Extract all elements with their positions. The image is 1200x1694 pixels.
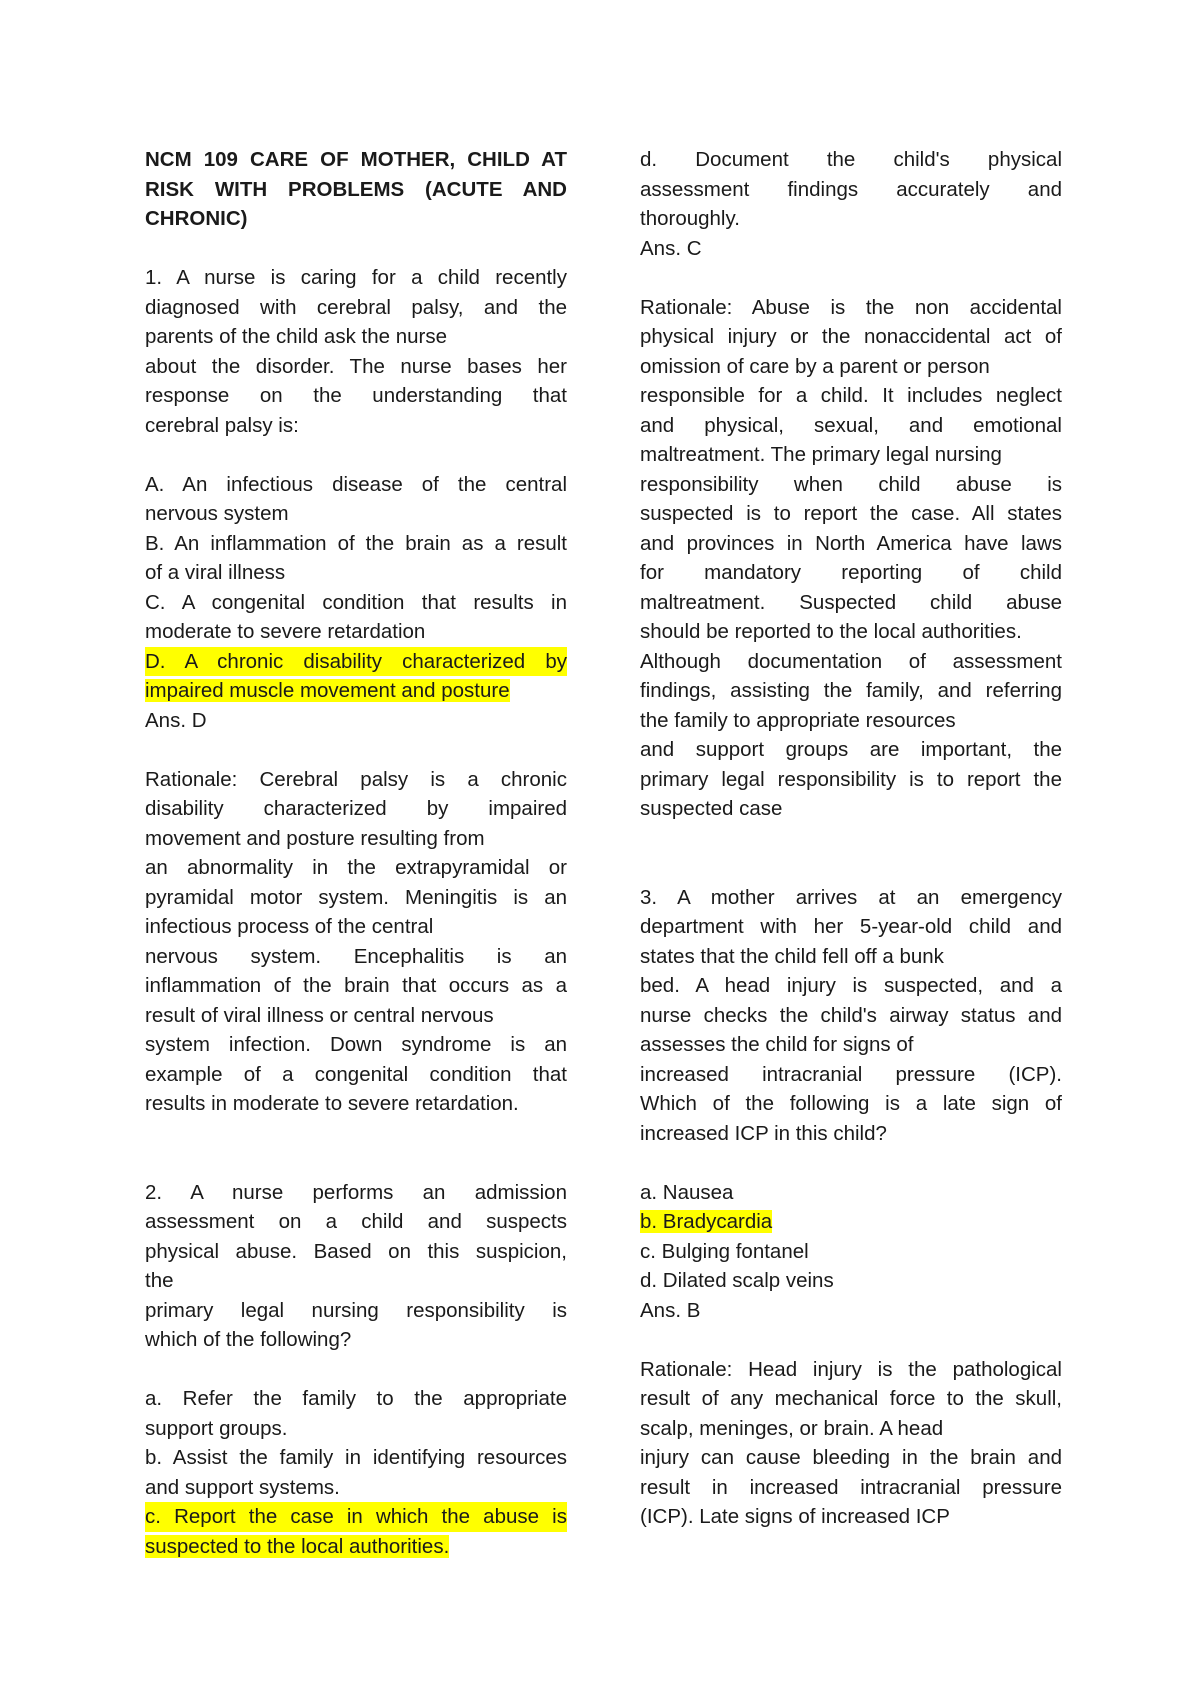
rationale-line: infectious process of the central bbox=[145, 915, 434, 938]
rationale-line: Rationale: Head injury is the pathological bbox=[640, 1357, 1062, 1381]
rationale-line: should be reported to the local authorities. bbox=[640, 620, 1022, 643]
rationale-line: an abnormality in the extrapyramidal or bbox=[145, 856, 567, 879]
question-2-rationale bbox=[640, 293, 1062, 824]
rationale-line: primary legal responsibility is to report the bbox=[640, 767, 1062, 791]
option-line: a. Refer the family to the appropriate bbox=[145, 1387, 567, 1410]
correct-option-highlight: D. A chronic disability characterized by bbox=[145, 647, 567, 677]
stem-line: nurse checks the child's airway status and bbox=[640, 1003, 1062, 1027]
option-line: d. Document the child's physical bbox=[640, 148, 1062, 171]
question-1-stem bbox=[145, 263, 567, 440]
rationale-line: and physical, sexual, and emotional bbox=[640, 413, 1062, 437]
stem-line: 1. A nurse is caring for a child recently bbox=[145, 266, 567, 289]
option-line: support groups. bbox=[145, 1416, 288, 1440]
option-line: C. A congenital condition that results in bbox=[145, 590, 567, 614]
option-line: B. An inflammation of the brain as a result bbox=[145, 531, 567, 555]
stem-line: cerebral palsy is: bbox=[145, 413, 299, 437]
rationale-line: result of viral illness or central nervous bbox=[145, 1003, 494, 1027]
stem-line: assessment on a child and suspects bbox=[145, 1210, 567, 1233]
rationale-line: (ICP). Late signs of increased ICP bbox=[640, 1505, 950, 1528]
question-3-rationale bbox=[640, 1355, 1062, 1532]
title-line: RISK WITH PROBLEMS (ACUTE AND bbox=[145, 177, 567, 201]
correct-option-highlight: b. Bradycardia bbox=[640, 1210, 773, 1233]
option-line: c. Bulging fontanel bbox=[640, 1239, 809, 1263]
question-3-stem bbox=[640, 883, 1062, 1149]
stem-line: assesses the child for signs of bbox=[640, 1033, 914, 1056]
correct-option-highlight: impaired muscle movement and posture bbox=[145, 679, 510, 702]
option-line: moderate to severe retardation bbox=[145, 620, 426, 643]
stem-line: primary legal nursing responsibility is bbox=[145, 1298, 567, 1322]
stem-line: Which of the following is a late sign of bbox=[640, 1092, 1062, 1115]
question-2-stem bbox=[145, 1178, 567, 1355]
stem-line: increased ICP in this child? bbox=[640, 1121, 887, 1145]
question-1-options bbox=[145, 470, 567, 736]
rationale-line: and provinces in North America have laws bbox=[640, 531, 1062, 555]
stem-line: bed. A head injury is suspected, and a bbox=[640, 974, 1062, 997]
rationale-line: movement and posture resulting from bbox=[145, 826, 485, 850]
option-line: thoroughly. bbox=[640, 207, 740, 230]
rationale-line: responsible for a child. It includes neglect bbox=[640, 384, 1062, 407]
rationale-line: suspected is to report the case. All states bbox=[640, 502, 1062, 525]
answer-key: Ans. B bbox=[640, 1298, 701, 1322]
rationale-line: maltreatment. The primary legal nursing bbox=[640, 443, 1002, 466]
rationale-line: Rationale: Abuse is the non accidental bbox=[640, 295, 1062, 319]
option-line: nervous system bbox=[145, 502, 289, 525]
question-2-options bbox=[145, 1384, 567, 1561]
option-line: b. Assist the family in identifying resources bbox=[145, 1446, 567, 1469]
option-line: assessment findings accurately and bbox=[640, 177, 1062, 201]
answer-key: Ans. D bbox=[145, 708, 207, 732]
rationale-line: pyramidal motor system. Meningitis is an bbox=[145, 885, 567, 909]
rationale-line: result in increased intracranial pressure bbox=[640, 1475, 1062, 1499]
correct-option-highlight: c. Report the case in which the abuse is bbox=[145, 1502, 567, 1532]
title-line: NCM 109 CARE OF MOTHER, CHILD AT bbox=[145, 148, 567, 171]
question-2-option-d bbox=[640, 145, 1062, 263]
option-line: a. Nausea bbox=[640, 1180, 734, 1204]
rationale-line: injury can cause bleeding in the brain and bbox=[640, 1446, 1062, 1469]
right-column bbox=[640, 145, 1062, 1532]
stem-line: which of the following? bbox=[145, 1328, 352, 1351]
rationale-line: maltreatment. Suspected child abuse bbox=[640, 590, 1062, 614]
stem-line: physical abuse. Based on this suspicion, bbox=[145, 1239, 567, 1263]
stem-line: diagnosed with cerebral palsy, and the bbox=[145, 295, 567, 319]
rationale-line: findings, assisting the family, and referring bbox=[640, 679, 1062, 702]
rationale-line: nervous system. Encephalitis is an bbox=[145, 944, 567, 968]
question-1-rationale bbox=[145, 765, 567, 1119]
rationale-line: disability characterized by impaired bbox=[145, 797, 567, 820]
left-column bbox=[145, 145, 567, 1561]
option-line: d. Dilated scalp veins bbox=[640, 1269, 834, 1292]
stem-line: about the disorder. The nurse bases her bbox=[145, 354, 567, 378]
stem-line: the bbox=[145, 1269, 174, 1292]
correct-option-highlight: suspected to the local authorities. bbox=[145, 1534, 450, 1558]
answer-key: Ans. C bbox=[640, 236, 702, 260]
option-line: and support systems. bbox=[145, 1475, 340, 1499]
stem-line: states that the child fell off a bunk bbox=[640, 944, 944, 968]
document-title bbox=[145, 145, 567, 234]
stem-line: increased intracranial pressure (ICP). bbox=[640, 1062, 1062, 1086]
rationale-line: for mandatory reporting of child bbox=[640, 561, 1062, 584]
rationale-line: responsibility when child abuse is bbox=[640, 472, 1062, 496]
rationale-line: the family to appropriate resources bbox=[640, 708, 956, 732]
stem-line: response on the understanding that bbox=[145, 384, 567, 407]
rationale-line: results in moderate to severe retardation. bbox=[145, 1092, 519, 1115]
option-line: A. An infectious disease of the central bbox=[145, 472, 567, 496]
rationale-line: Although documentation of assessment bbox=[640, 649, 1062, 673]
option-line: of a viral illness bbox=[145, 561, 286, 584]
question-3-options bbox=[640, 1178, 1062, 1326]
rationale-line: and support groups are important, the bbox=[640, 738, 1062, 761]
stem-line: 2. A nurse performs an admission bbox=[145, 1180, 567, 1204]
rationale-line: Rationale: Cerebral palsy is a chronic bbox=[145, 767, 567, 791]
rationale-line: inflammation of the brain that occurs as a bbox=[145, 974, 567, 997]
rationale-line: system infection. Down syndrome is an bbox=[145, 1033, 567, 1056]
stem-line: department with her 5-year-old child and bbox=[640, 915, 1062, 938]
rationale-line: example of a congenital condition that bbox=[145, 1062, 567, 1086]
title-line: CHRONIC) bbox=[145, 207, 248, 230]
rationale-line: physical injury or the nonaccidental act of bbox=[640, 325, 1062, 348]
rationale-line: scalp, meninges, or brain. A head bbox=[640, 1416, 944, 1440]
rationale-line: suspected case bbox=[640, 797, 783, 820]
stem-line: 3. A mother arrives at an emergency bbox=[640, 885, 1062, 909]
rationale-line: result of any mechanical force to the skull, bbox=[640, 1387, 1062, 1410]
rationale-line: omission of care by a parent or person bbox=[640, 354, 990, 378]
stem-line: parents of the child ask the nurse bbox=[145, 325, 447, 348]
